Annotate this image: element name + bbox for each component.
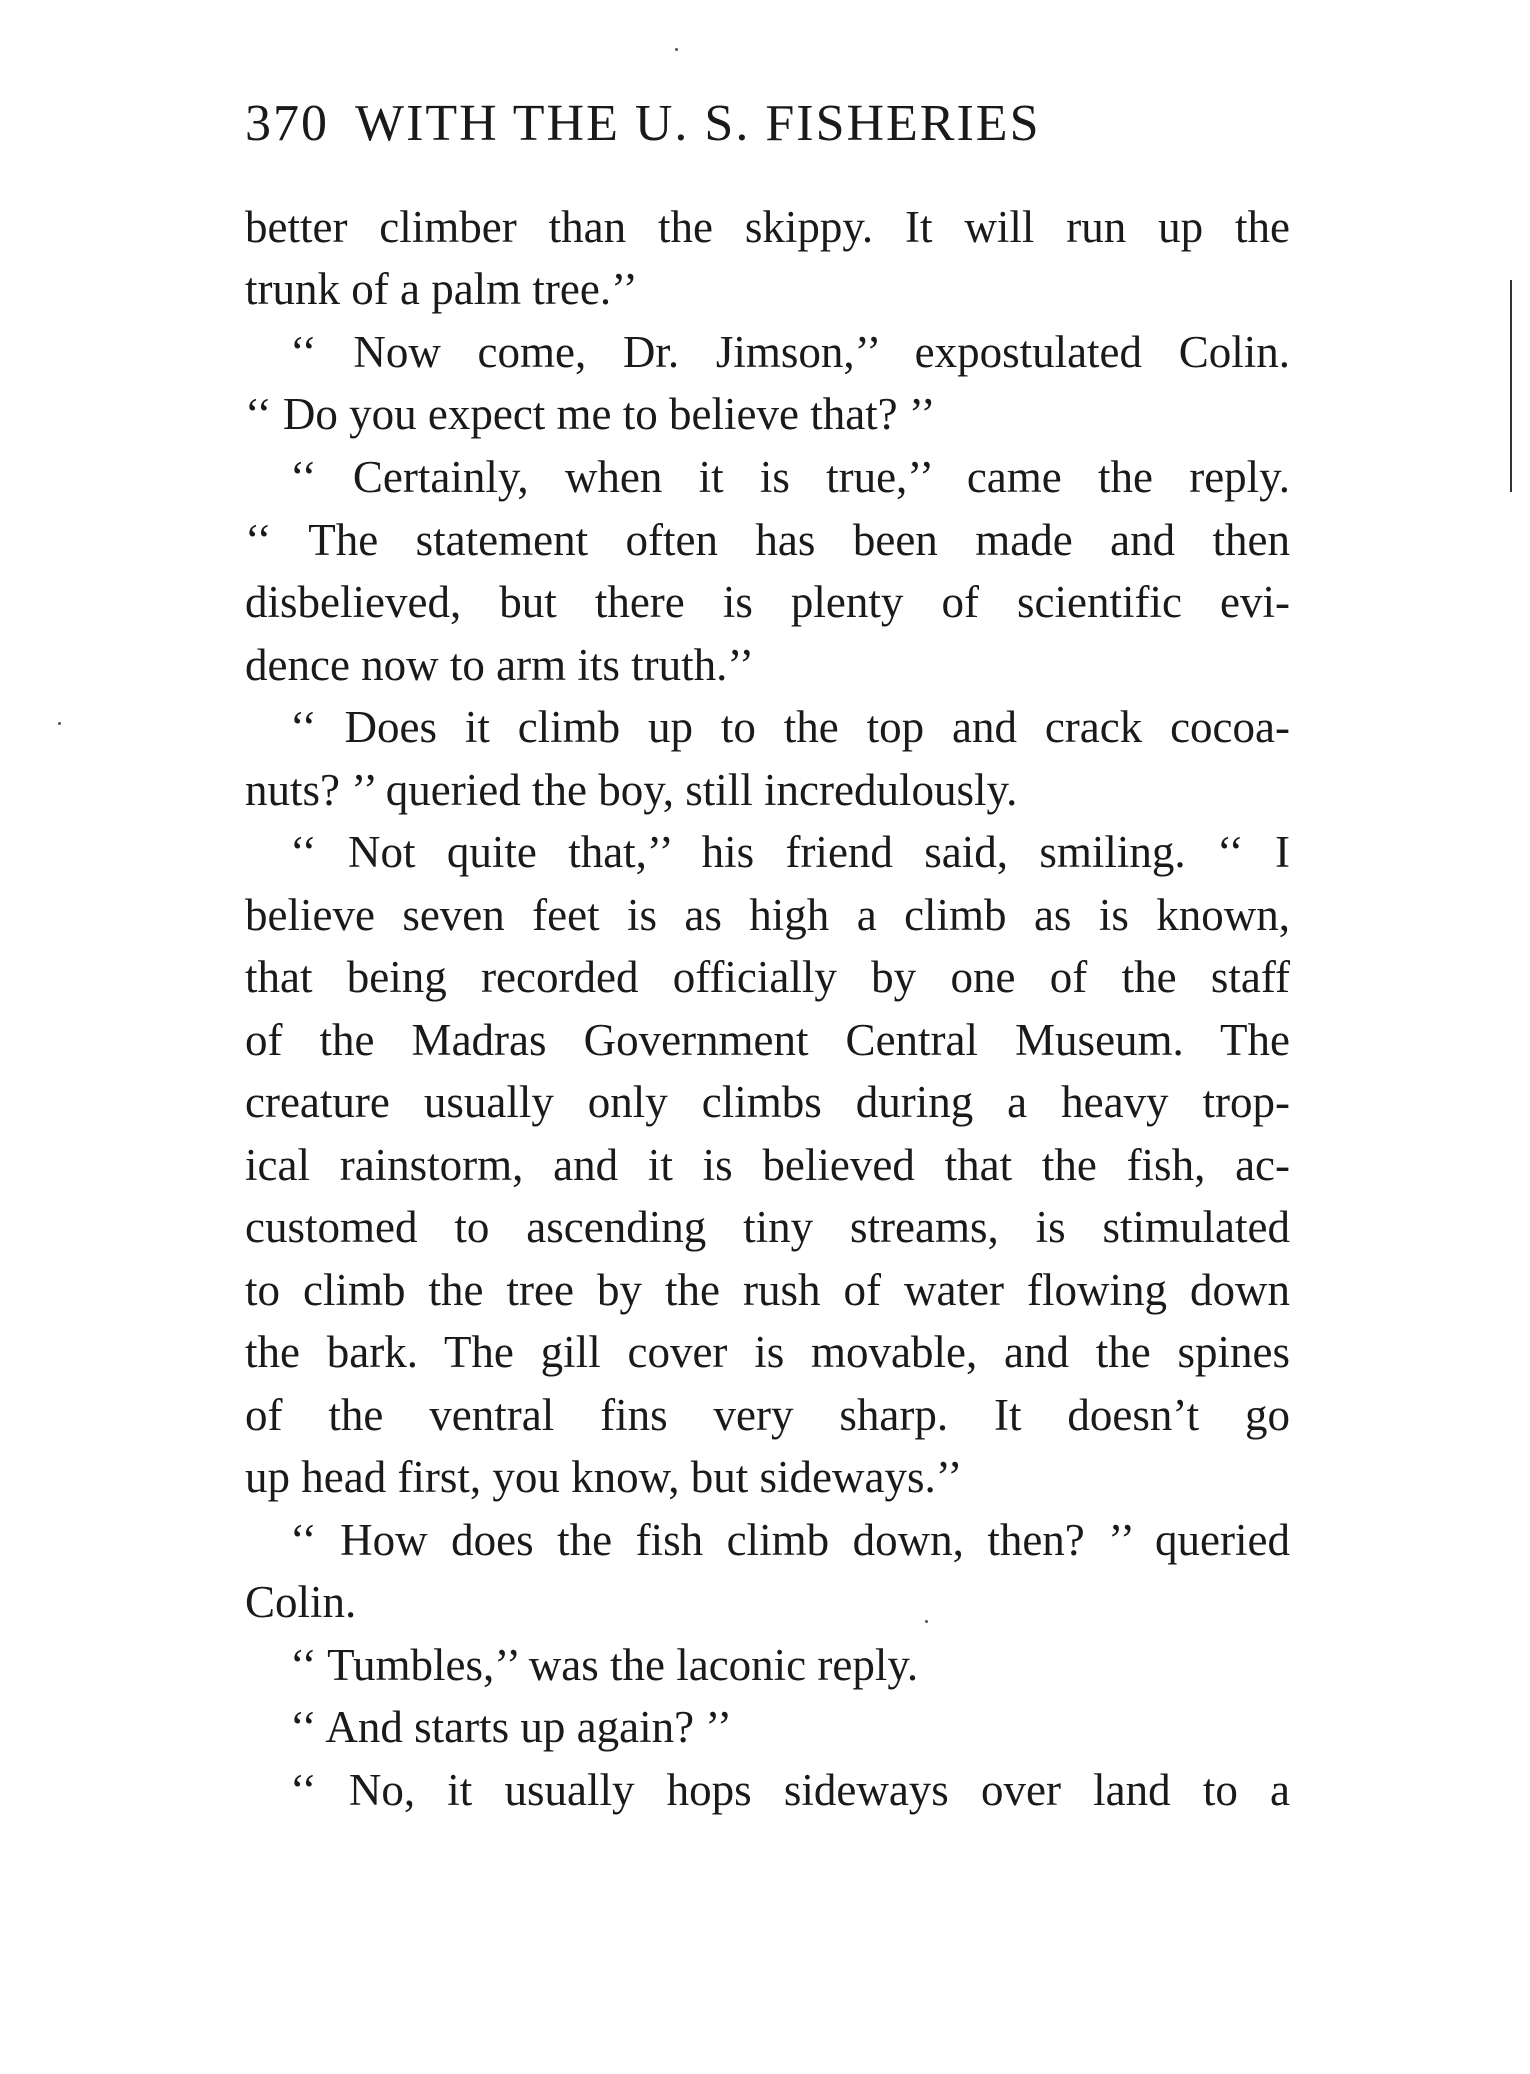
text-line: dence now to arm its truth.’’: [245, 640, 755, 690]
text-line: ‘‘ Certainly, when it is true,’’ came the reply.: [290, 452, 1290, 502]
text-line: of the ventral fins very sharp. It doesn’t go: [245, 1390, 1290, 1440]
running-head: [245, 95, 1041, 152]
text-line: of the Madras Government Central Museum. The: [245, 1015, 1290, 1065]
text-line: creature usually only climbs during a heavy trop-: [245, 1077, 1290, 1127]
scan-speck: [58, 722, 61, 725]
text-line: ‘‘ Does it climb up to the top and crack cocoa-: [290, 702, 1290, 752]
scan-speck: [925, 1620, 928, 1623]
text-line: up head first, you know, but sideways.’’: [245, 1452, 963, 1502]
text-line: ‘‘ How does the fish climb down, then? ’’ queried: [290, 1515, 1290, 1565]
text-line: ‘‘ The statement often has been made and then: [245, 515, 1290, 565]
text-line: ‘‘ No, it usually hops sideways over land to a: [290, 1765, 1290, 1815]
text-line: to climb the tree by the rush of water flowing down: [245, 1265, 1290, 1315]
text-line: ‘‘ Not quite that,’’ his friend said, smiling. ‘‘ I: [290, 827, 1290, 877]
text-line: better climber than the skippy. It will run up the: [245, 202, 1290, 252]
text-line: ical rainstorm, and it is believed that the fish, ac-: [245, 1140, 1290, 1190]
text-line: disbelieved, but there is plenty of scientific evi-: [245, 577, 1290, 627]
text-line: nuts? ’’ queried the boy, still incredulously.: [245, 765, 1018, 815]
text-line: customed to ascending tiny streams, is stimulated: [245, 1202, 1290, 1252]
scan-speck: [675, 48, 678, 51]
text-line: ‘‘ Tumbles,’’ was the laconic reply.: [290, 1640, 919, 1690]
text-line: the bark. The gill cover is movable, and the spines: [245, 1327, 1290, 1377]
text-line: ‘‘ And starts up again? ’’: [290, 1702, 732, 1752]
text-line: ‘‘ Now come, Dr. Jimson,’’ expostulated Colin.: [290, 327, 1290, 377]
text-line: that being recorded officially by one of the staff: [245, 952, 1290, 1002]
running-title: WITH THE U. S. FISHERIES: [355, 95, 1041, 152]
page-number: 370: [245, 95, 329, 152]
text-line: believe seven feet is as high a climb as is known,: [245, 890, 1290, 940]
text-line: ‘‘ Do you expect me to believe that? ’’: [245, 389, 936, 439]
text-line: trunk of a palm tree.’’: [245, 264, 638, 314]
text-line: Colin.: [245, 1577, 357, 1627]
margin-scan-mark: [1510, 280, 1512, 492]
